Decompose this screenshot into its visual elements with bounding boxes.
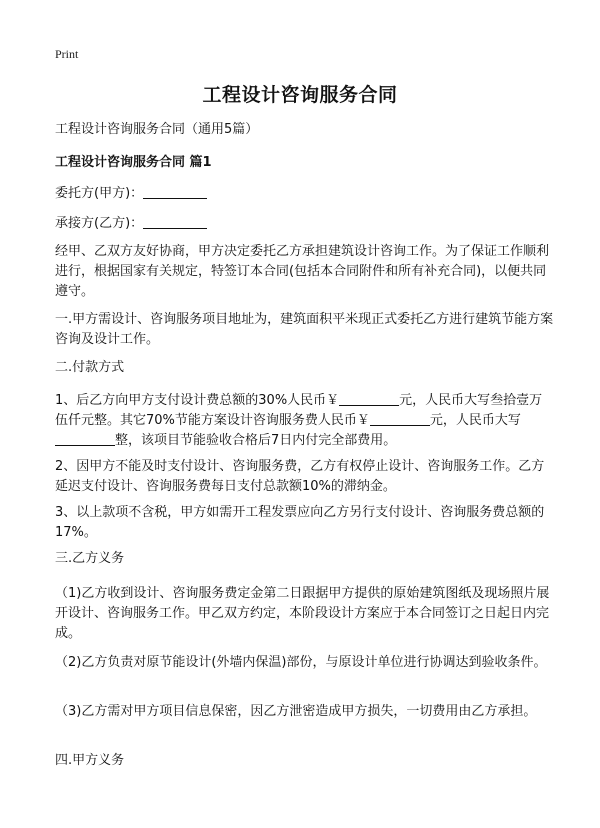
payment-1-part-a: 1、后乙方向甲方支付设计费总额的30%人民币￥: [55, 393, 340, 408]
party-a-line: [55, 184, 555, 204]
payment-blank-1: [339, 391, 399, 406]
section-heading: 工程设计咨询服务合同 篇1: [55, 155, 212, 170]
party-b-line: [55, 214, 555, 234]
duty-3: （3)乙方需对甲方项目信息保密，因乙方泄密造成甲方损失，一切费用由乙方承担。: [55, 704, 537, 719]
party-a-label: 委托方(甲方)：: [55, 186, 144, 201]
payment-3: 3、以上款项不含税，甲方如需开工程发票应向乙方另行支付设计、咨询服务费总额的17%。: [55, 505, 545, 540]
duty-2: （2)乙方负责对原节能设计(外墙内保温)部份，与原设计单位进行协调达到验收条件。: [55, 655, 547, 670]
duty-1: （1)乙方收到设计、咨询服务费定金第二日跟据甲方提供的原始建筑图纸及现场照片展开设计、咨询服务工作。甲乙双方约定，本阶段设计方案应于本合同签订之日起日内完成。: [55, 586, 550, 641]
payment-blank-2: [370, 411, 430, 426]
payment-1-part-d: 整，该项目节能验收合格后7日内付完全部费用。: [115, 433, 397, 448]
clause-4-heading: 四.甲方义务: [55, 753, 125, 768]
payment-2: 2、因甲方不能及时支付设计、咨询服务费，乙方有权停止设计、咨询服务工作。乙方延迟支付设计、咨询服务费每日支付总款额10%的滞纳金。: [55, 459, 545, 494]
page-title: 工程设计咨询服务合同: [202, 84, 398, 106]
party-a-blank: [143, 184, 207, 199]
clause-2-heading: 二.付款方式: [55, 360, 125, 375]
payment-1-part-c: 元，人民币大写: [429, 413, 521, 428]
print-link[interactable]: Print: [55, 47, 79, 61]
clause-3-heading: 三.乙方义务: [55, 551, 125, 566]
payment-blank-3: [55, 431, 115, 446]
document-subtitle: 工程设计咨询服务合同（通用5篇）: [55, 122, 259, 137]
party-b-label: 承接方(乙方)：: [55, 216, 144, 231]
payment-1-part-b: 元，人民币大写叁拾壹万伍仟元整。其它70%节能方案设计咨询服务费人民币￥: [55, 393, 543, 428]
clause-1: 一.甲方需设计、咨询服务项目地址为，建筑面积平米现正式委托乙方进行建筑节能方案咨询及设计工作。: [55, 312, 554, 347]
intro-paragraph: 经甲、乙双方友好协商，甲方决定委托乙方承担建筑设计咨询工作。为了保证工作顺利进行，根据国家有关规定，特签订本合同(包括本合同附件和所有补充合同)，以便共同遵守。: [55, 244, 550, 299]
party-b-blank: [143, 214, 207, 229]
payment-1: [55, 391, 555, 451]
